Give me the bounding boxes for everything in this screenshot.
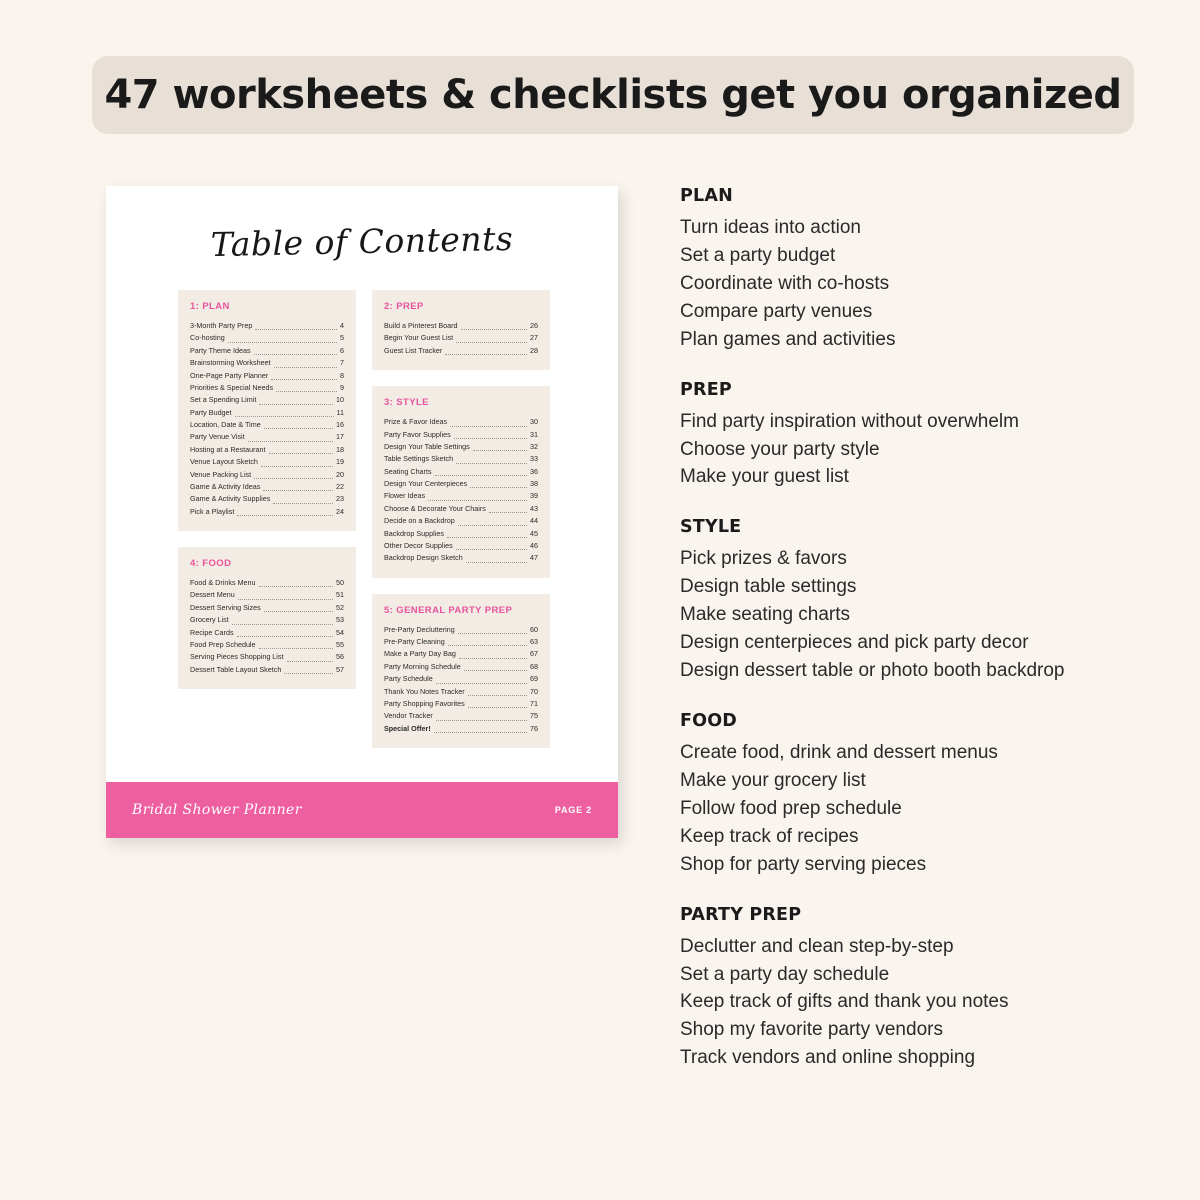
toc-entry[interactable]: [190, 382, 344, 394]
toc-section: [372, 594, 550, 748]
toc-entry-label: Backdrop Design Sketch: [384, 553, 463, 563]
toc-leader-dots: [254, 353, 337, 355]
toc-entry[interactable]: [384, 503, 538, 515]
feature-item: Find party inspiration without overwhelm: [680, 410, 1019, 432]
toc-entry-page: 55: [336, 639, 344, 649]
toc-entry-page: 68: [530, 661, 538, 671]
toc-entry-page: 30: [530, 417, 538, 427]
toc-entry[interactable]: [190, 456, 344, 468]
toc-entry-label: Make a Party Day Bag: [384, 649, 456, 659]
feature-item: Make your guest list: [680, 466, 849, 488]
toc-entry-label: Set a Spending Limit: [190, 395, 257, 405]
toc-entry-page: 50: [336, 578, 344, 587]
feature-item: Compare party venues: [680, 300, 873, 322]
footer-brand: Bridal Shower Planner: [132, 802, 302, 818]
feature-group-heading: PLAN: [680, 186, 733, 206]
toc-section-heading: 3: STYLE: [384, 397, 429, 409]
toc-leader-dots: [259, 585, 333, 587]
toc-section-heading: 2: PREP: [384, 301, 424, 312]
toc-entry-page: 56: [336, 652, 344, 662]
toc-entry[interactable]: [384, 723, 538, 735]
feature-item: Make seating charts: [680, 604, 851, 626]
toc-column-right: [372, 290, 550, 748]
toc-entry[interactable]: [384, 416, 538, 428]
toc-entry[interactable]: [190, 602, 344, 614]
toc-entry-label: Location, Date & Time: [190, 420, 261, 429]
toc-entry-page: 31: [530, 429, 538, 439]
toc-entry-page: 51: [336, 590, 344, 600]
toc-entry[interactable]: [190, 419, 344, 431]
toc-entry-page: 20: [336, 469, 344, 479]
toc-entry-label: Backdrop Supplies: [384, 528, 444, 538]
toc-leader-dots: [264, 427, 333, 429]
toc-entry-page: 67: [530, 649, 538, 659]
toc-leader-dots: [261, 465, 333, 467]
toc-entry[interactable]: [384, 673, 538, 685]
toc-entry-page: 17: [336, 432, 344, 442]
toc-entry-label: Hosting at a Restaurant: [190, 444, 266, 454]
feature-item: Choose your party style: [680, 438, 880, 460]
toc-entry[interactable]: [384, 528, 538, 540]
feature-item: Set a party budget: [680, 244, 836, 266]
toc-leader-dots: [274, 366, 337, 368]
toc-entry-label: Guest List Tracker: [384, 345, 443, 355]
toc-entry-page: 10: [336, 395, 344, 405]
toc-section: [178, 290, 356, 531]
toc-leader-dots: [237, 514, 333, 516]
toc-leader-dots: [447, 536, 527, 538]
toc-entry-page: 69: [530, 674, 538, 684]
toc-leader-dots: [232, 623, 333, 625]
toc-entry-page: 27: [530, 333, 538, 343]
toc-entry[interactable]: [384, 515, 538, 527]
toc-leader-dots: [448, 644, 527, 646]
feature-item: Set a party day schedule: [680, 963, 890, 985]
toc-entry-page: 36: [530, 466, 538, 476]
toc-entry-page: 5: [340, 333, 344, 343]
feature-item: Follow food prep schedule: [680, 797, 902, 819]
feature-item: Keep track of recipes: [680, 825, 859, 847]
toc-entry-label: Decide on a Backdrop: [384, 516, 455, 526]
toc-entry-page: 71: [530, 698, 538, 708]
toc-entry-page: 23: [336, 494, 344, 504]
toc-entry-label: Design Your Table Settings: [384, 441, 470, 451]
toc-entry[interactable]: [190, 431, 344, 443]
toc-leader-dots: [428, 499, 527, 501]
toc-entry[interactable]: [190, 357, 344, 369]
toc-leader-dots: [254, 477, 333, 479]
toc-leader-dots: [269, 452, 333, 454]
toc-leader-dots: [456, 462, 527, 464]
toc-leader-dots: [450, 425, 527, 427]
toc-leader-dots: [458, 524, 527, 526]
toc-entry-page: 47: [530, 553, 538, 563]
toc-entry-label: Party Theme Ideas: [190, 345, 251, 355]
toc-entry[interactable]: [190, 614, 344, 626]
toc-leader-dots: [464, 669, 527, 671]
toc-entry[interactable]: [384, 636, 538, 648]
toc-entry-label: Priorities & Special Needs: [190, 382, 274, 392]
toc-entry-label: Table Settings Sketch: [384, 454, 454, 464]
toc-entry-page: 28: [530, 345, 538, 355]
toc-entry-page: 75: [530, 711, 538, 721]
toc-entry-label: Begin Your Guest List: [384, 333, 454, 343]
toc-leader-dots: [273, 502, 333, 504]
toc-entry-page: 6: [340, 345, 344, 355]
toc-entry-label: Grocery List: [190, 615, 229, 625]
toc-leader-dots: [473, 449, 527, 451]
toc-leader-dots: [264, 610, 333, 612]
toc-entry[interactable]: [384, 540, 538, 552]
toc-entry-label: Brainstorming Worksheet: [190, 358, 271, 368]
page-footer: [106, 782, 618, 838]
toc-entry-page: 63: [530, 637, 538, 646]
toc-entry[interactable]: [384, 710, 538, 722]
toc-entry-label: Game & Activity Ideas: [190, 481, 261, 491]
toc-entry[interactable]: [190, 370, 344, 382]
toc-entry-page: 16: [336, 420, 344, 429]
toc-leader-dots: [228, 341, 337, 343]
toc-entry-label: 3-Month Party Prep: [190, 321, 253, 330]
toc-entry[interactable]: [190, 332, 344, 344]
toc-entry[interactable]: [384, 490, 538, 502]
page-title: Table of Contents: [210, 218, 514, 265]
toc-entry-page: 44: [530, 516, 538, 526]
toc-entry[interactable]: [384, 624, 538, 636]
toc-entry[interactable]: [384, 661, 538, 673]
toc-entry[interactable]: [190, 639, 344, 651]
toc-entry-label: Prize & Favor Ideas: [384, 417, 448, 427]
toc-entry-label: Food & Drinks Menu: [190, 578, 256, 587]
toc-entry[interactable]: [190, 506, 344, 518]
toc-entry[interactable]: [384, 332, 538, 344]
feature-item: Declutter and clean step-by-step: [680, 935, 954, 957]
toc-leader-dots: [259, 647, 333, 649]
feature-group: [680, 517, 1150, 685]
toc-entry-label: Dessert Table Layout Sketch: [190, 664, 282, 674]
feature-item: Create food, drink and dessert menus: [680, 741, 998, 763]
toc-entry-page: 53: [336, 615, 344, 625]
toc-entry-label: Build a Pinterest Board: [384, 321, 458, 330]
feature-item: Coordinate with co-hosts: [680, 272, 890, 294]
toc-entry-page: 46: [530, 540, 538, 550]
toc-leader-dots: [255, 328, 337, 330]
toc-leader-dots: [271, 378, 337, 380]
feature-group-heading: PARTY PREP: [680, 904, 802, 925]
toc-entry-label: Pre-Party Decluttering: [384, 624, 455, 634]
feature-item: Turn ideas into action: [680, 217, 861, 238]
feature-item: Shop my favorite party vendors: [680, 1019, 943, 1041]
feature-group: [680, 905, 1150, 1073]
toc-entry[interactable]: [190, 320, 344, 332]
toc-entry-label: Party Schedule: [384, 674, 433, 684]
toc-entry-page: 38: [530, 479, 538, 488]
toc-leader-dots: [470, 486, 527, 488]
toc-section: [372, 290, 550, 370]
toc-entry-page: 60: [530, 624, 538, 634]
toc-entry-label: Party Favor Supplies: [384, 429, 451, 439]
toc-entry-page: 19: [336, 457, 344, 467]
toc-entry-label: Special Offer!: [384, 723, 431, 733]
toc-section-heading: 5: GENERAL PARTY PREP: [384, 604, 513, 616]
toc-entry-label: Pick a Playlist: [190, 506, 235, 516]
toc-leader-dots: [489, 511, 527, 513]
toc-entry-page: 26: [530, 321, 538, 330]
toc-entry-page: 24: [336, 506, 344, 516]
toc-entry-page: 8: [340, 370, 344, 380]
toc-leader-dots: [284, 672, 333, 674]
feature-group: [680, 380, 1150, 492]
feature-item: Shop for party serving pieces: [680, 853, 927, 875]
feature-item: Keep track of gifts and thank you notes: [680, 991, 1009, 1013]
toc-entry[interactable]: [190, 589, 344, 601]
toc-entry-label: Recipe Cards: [190, 627, 234, 637]
toc-entry[interactable]: [190, 444, 344, 456]
toc-leader-dots: [237, 635, 333, 637]
toc-leader-dots: [454, 437, 527, 439]
toc-column-left: [178, 290, 356, 748]
toc-entry-label: Game & Activity Supplies: [190, 494, 271, 504]
headline-banner: [92, 56, 1134, 134]
toc-entry[interactable]: [384, 648, 538, 660]
toc-entry-label: Flower Ideas: [384, 491, 426, 501]
feature-item: Design table settings: [680, 576, 857, 598]
feature-item: Plan games and activities: [680, 328, 896, 350]
toc-entry[interactable]: [190, 345, 344, 357]
toc-entry-page: 54: [336, 627, 344, 637]
toc-entry[interactable]: [190, 651, 344, 663]
toc-entry-label: Vendor Tracker: [384, 711, 433, 721]
toc-entry-label: Dessert Serving Sizes: [190, 602, 261, 612]
toc-entry-label: Dessert Menu: [190, 590, 235, 600]
toc-leader-dots: [468, 706, 527, 708]
toc-entry-page: 33: [530, 454, 538, 464]
toc-leader-dots: [235, 415, 334, 417]
toc-entry[interactable]: [190, 664, 344, 676]
toc-leader-dots: [238, 598, 333, 600]
toc-entry[interactable]: [190, 577, 344, 589]
toc-leader-dots: [456, 341, 527, 343]
toc-entry-page: 43: [530, 503, 538, 513]
toc-entry-page: 32: [530, 441, 538, 451]
toc-entry-label: One-Page Party Planner: [190, 370, 269, 380]
feature-group-heading: FOOD: [680, 710, 738, 731]
toc-entry[interactable]: [384, 345, 538, 357]
toc-entry-page: 52: [336, 602, 344, 612]
toc-entry[interactable]: [384, 686, 538, 698]
toc-entry-label: Serving Pieces Shopping List: [190, 652, 284, 662]
toc-entry-page: 70: [530, 686, 538, 696]
toc-section-heading: 1: PLAN: [190, 301, 230, 312]
toc-entry[interactable]: [384, 320, 538, 332]
toc-entry-label: Party Shopping Favorites: [384, 698, 465, 708]
toc-section-heading: 4: FOOD: [190, 558, 232, 569]
headline-text: 47 worksheets & checklists get you organized: [104, 72, 1122, 118]
toc-entry-label: Venue Packing List: [190, 469, 252, 479]
feature-item: Design centerpieces and pick party decor: [680, 632, 1029, 654]
feature-list: [680, 186, 1150, 1072]
toc-leader-dots: [434, 731, 527, 733]
toc-entry-label: Party Venue Visit: [190, 432, 245, 442]
toc-leader-dots: [436, 719, 527, 721]
toc-entry-label: Co-hosting: [190, 333, 225, 343]
feature-item: Track vendors and online shopping: [680, 1047, 976, 1069]
toc-leader-dots: [435, 474, 527, 476]
feature-item: Make your grocery list: [680, 769, 866, 791]
toc-entry-page: 7: [340, 358, 344, 368]
feature-group: [680, 186, 1150, 354]
toc-leader-dots: [459, 657, 527, 659]
toc-entry-label: Venue Layout Sketch: [190, 457, 258, 467]
toc-leader-dots: [461, 328, 527, 330]
toc-entry-page: 22: [336, 481, 344, 491]
toc-entry[interactable]: [384, 698, 538, 710]
toc-entry[interactable]: [384, 429, 538, 441]
toc-entry[interactable]: [384, 478, 538, 490]
toc-entry-page: 4: [340, 321, 344, 330]
toc-section: [372, 386, 550, 578]
feature-item: Design dessert table or photo booth backdrop: [680, 660, 1065, 682]
toc-entry-label: Design Your Centerpieces: [384, 479, 468, 488]
planner-page-preview: [106, 186, 618, 838]
toc-entry[interactable]: [190, 407, 344, 419]
toc-entry-page: 76: [530, 723, 538, 733]
toc-leader-dots: [466, 561, 527, 563]
toc-entry-label: Food Prep Schedule: [190, 639, 256, 649]
toc-entry-label: Choose & Decorate Your Chairs: [384, 503, 486, 513]
feature-group-heading: PREP: [680, 379, 732, 400]
toc-entry-label: Party Budget: [190, 407, 232, 417]
toc-leader-dots: [468, 694, 527, 696]
toc-leader-dots: [436, 682, 527, 684]
toc-entry-page: 18: [336, 444, 344, 454]
toc-leader-dots: [456, 548, 527, 550]
toc-entry-page: 11: [336, 407, 344, 417]
toc-entry[interactable]: [190, 627, 344, 639]
toc-entry-label: Seating Charts: [384, 466, 432, 476]
toc-entry[interactable]: [384, 441, 538, 453]
toc-entry[interactable]: [190, 493, 344, 505]
toc-leader-dots: [276, 390, 337, 392]
toc-entry-label: Party Morning Schedule: [384, 661, 461, 671]
toc-entry-label: Pre-Party Cleaning: [384, 637, 445, 646]
toc-leader-dots: [263, 489, 333, 491]
feature-group: [680, 711, 1150, 879]
toc-entry[interactable]: [190, 469, 344, 481]
toc-leader-dots: [248, 440, 333, 442]
toc-leader-dots: [287, 660, 334, 662]
toc-entry-page: 45: [530, 528, 538, 538]
toc-entry-label: Thank You Notes Tracker: [384, 686, 465, 696]
table-of-contents: [178, 290, 550, 748]
toc-entry[interactable]: [384, 552, 538, 564]
footer-page-number: PAGE 2: [554, 805, 592, 815]
toc-leader-dots: [458, 632, 527, 634]
toc-entry[interactable]: [190, 394, 344, 406]
toc-entry[interactable]: [190, 481, 344, 493]
toc-entry-page: 9: [340, 382, 344, 392]
toc-leader-dots: [259, 403, 333, 405]
toc-section: [178, 547, 356, 689]
toc-leader-dots: [445, 353, 527, 355]
toc-entry-page: 39: [530, 491, 538, 501]
feature-group-heading: STYLE: [680, 517, 742, 538]
toc-entry[interactable]: [384, 453, 538, 465]
feature-item: Pick prizes & favors: [680, 548, 847, 570]
toc-entry[interactable]: [384, 466, 538, 478]
toc-entry-page: 57: [336, 664, 344, 674]
toc-entry-label: Other Decor Supplies: [384, 540, 453, 550]
